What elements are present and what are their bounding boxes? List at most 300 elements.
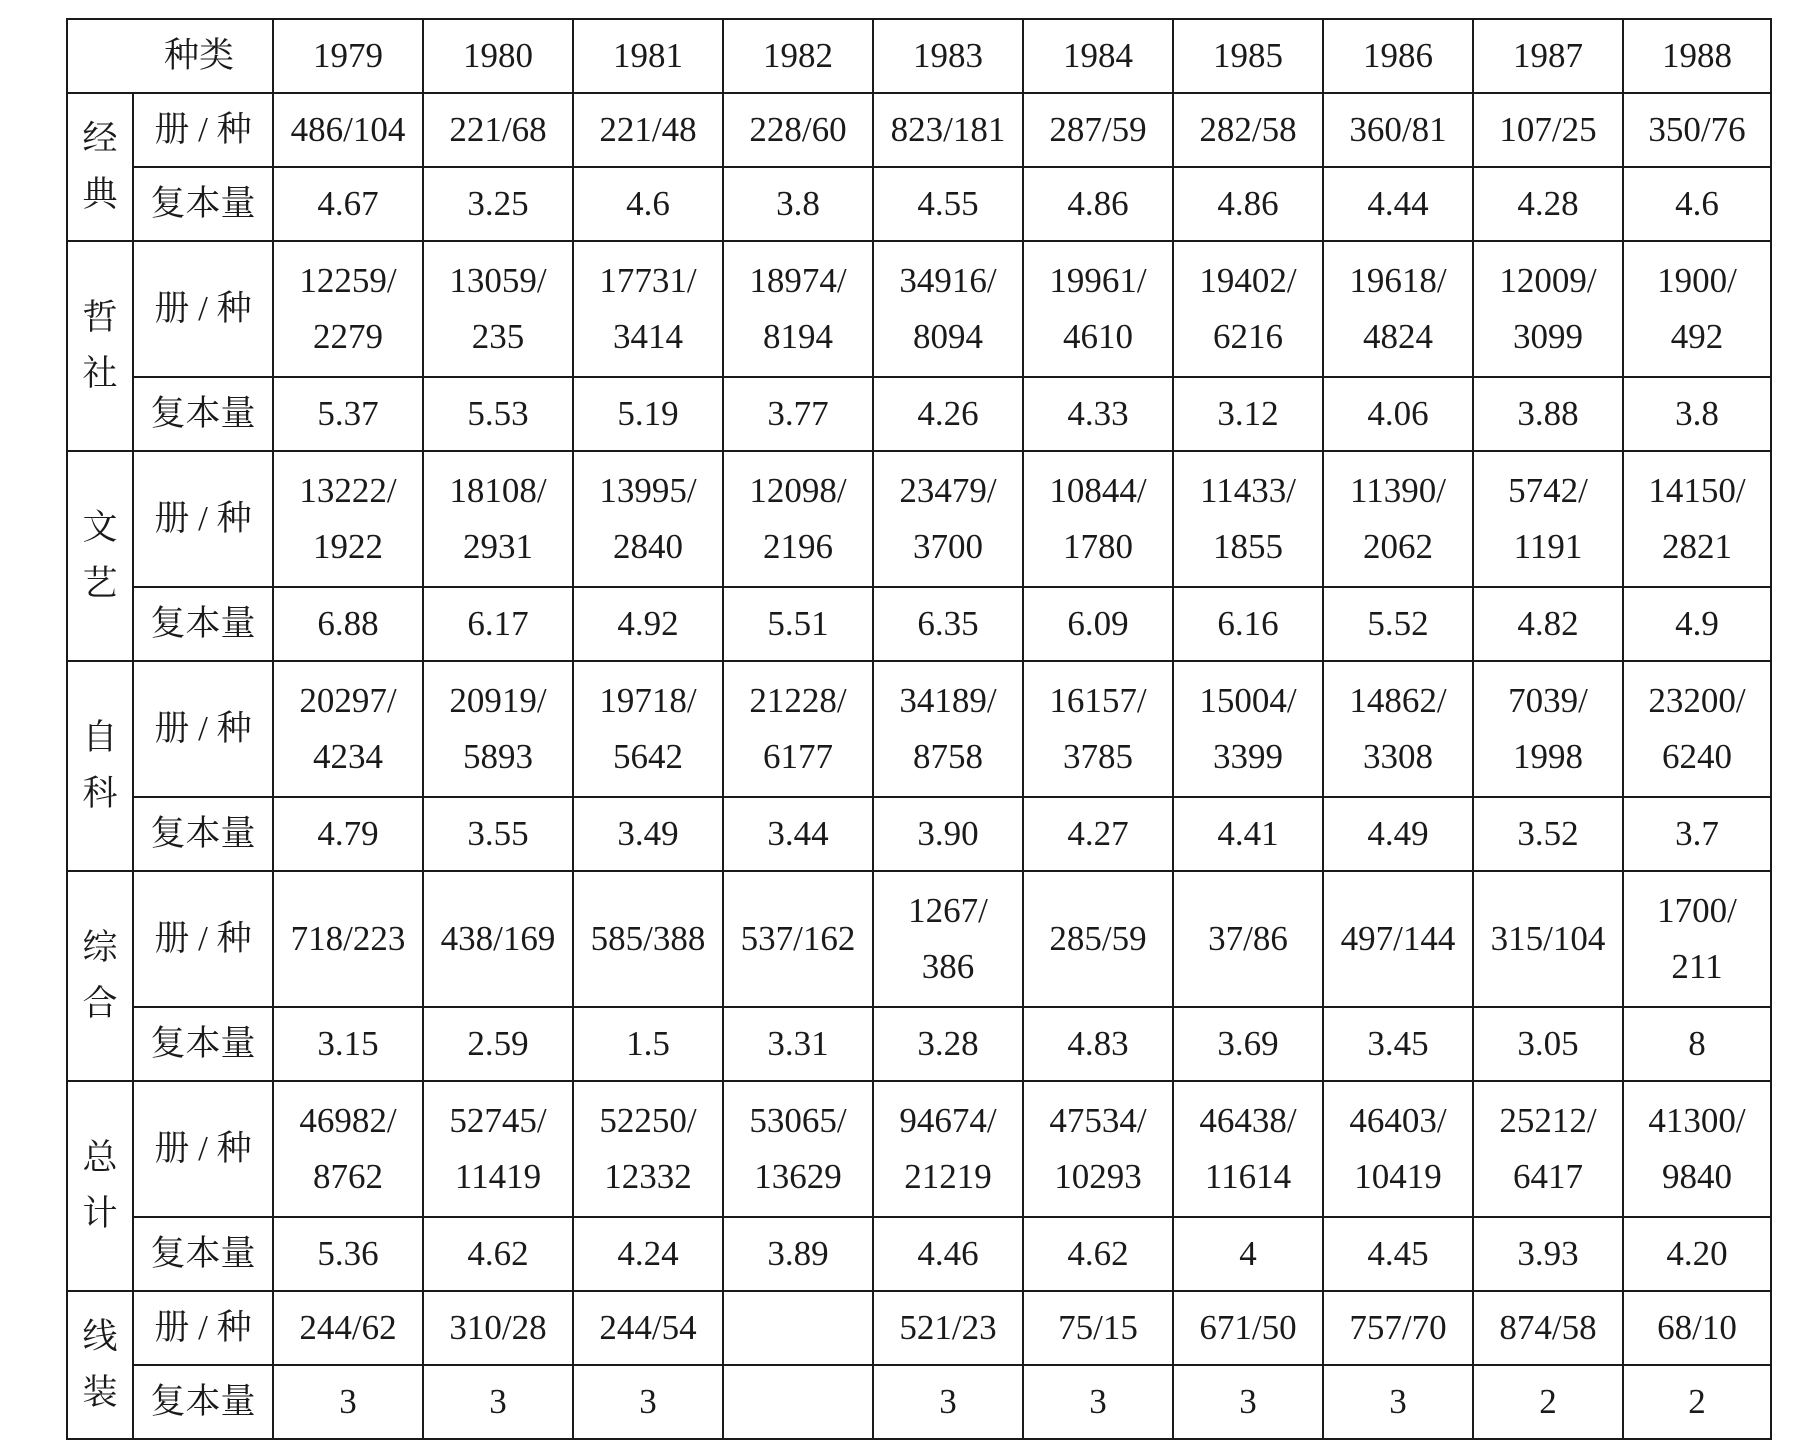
ratio-cell bbox=[723, 451, 873, 587]
copies-cell: 3 bbox=[1173, 1365, 1323, 1439]
ratio-text: 12009/ bbox=[1499, 261, 1597, 300]
ratio-text: 1855 bbox=[1213, 527, 1284, 566]
ratio-text: 18108/ bbox=[449, 471, 547, 510]
copies-cell: 3.44 bbox=[723, 797, 873, 871]
copies-cell: 4.9 bbox=[1623, 587, 1771, 661]
ratio-text: 3099 bbox=[1513, 317, 1584, 356]
ratio-cell bbox=[1173, 1081, 1323, 1217]
ratio-text: 19402/ bbox=[1199, 261, 1297, 300]
copies-cell: 6.09 bbox=[1023, 587, 1173, 661]
copies-cell: 6.17 bbox=[423, 587, 573, 661]
ratio-text: 2821 bbox=[1662, 527, 1733, 566]
copies-cell: 4.6 bbox=[573, 167, 723, 241]
ratio-cell bbox=[1023, 93, 1173, 167]
copies-cell: 3.05 bbox=[1473, 1007, 1623, 1081]
ratio-cell bbox=[573, 451, 723, 587]
ratio-text: 17731/ bbox=[599, 261, 697, 300]
ratio-text: 1900/ bbox=[1657, 261, 1737, 300]
copies-cell: 4.46 bbox=[873, 1217, 1023, 1291]
copies-cell: 8 bbox=[1623, 1007, 1771, 1081]
copies-cell: 4.44 bbox=[1323, 167, 1473, 241]
ratio-text: 8094 bbox=[913, 317, 984, 356]
copies-cell: 2 bbox=[1473, 1365, 1623, 1439]
ratio-text: 8762 bbox=[313, 1157, 384, 1196]
row-label-ratio: 册 / 种 bbox=[133, 241, 273, 377]
copies-cell: 3 bbox=[1323, 1365, 1473, 1439]
ratio-cell bbox=[1623, 871, 1771, 1007]
ratio-text: 18974/ bbox=[749, 261, 847, 300]
ratio-text: 6417 bbox=[1513, 1157, 1584, 1196]
ratio-cell bbox=[1473, 1291, 1623, 1365]
copies-cell: 5.36 bbox=[273, 1217, 423, 1291]
row-label-ratio: 册 / 种 bbox=[133, 1081, 273, 1217]
ratio-text: 2196 bbox=[763, 527, 834, 566]
copies-cell: 3.15 bbox=[273, 1007, 423, 1081]
ratio-text: 4824 bbox=[1363, 317, 1434, 356]
copies-cell: 4.62 bbox=[1023, 1217, 1173, 1291]
ratio-text: 874/58 bbox=[1499, 1308, 1597, 1347]
copies-cell: 3 bbox=[873, 1365, 1023, 1439]
ratio-cell bbox=[1623, 1081, 1771, 1217]
ratio-cell bbox=[423, 1081, 573, 1217]
copies-cell: 5.19 bbox=[573, 377, 723, 451]
ratio-text: 11419 bbox=[454, 1157, 542, 1196]
ratio-text: 10844/ bbox=[1049, 471, 1147, 510]
ratio-cell bbox=[273, 871, 423, 1007]
ratio-text: 15004/ bbox=[1199, 681, 1297, 720]
ratio-text: 19718/ bbox=[599, 681, 697, 720]
copies-cell: 4.45 bbox=[1323, 1217, 1473, 1291]
ratio-cell bbox=[1323, 451, 1473, 587]
ratio-text: 5893 bbox=[463, 737, 534, 776]
ratio-text: 8194 bbox=[763, 317, 834, 356]
copies-cell: 4.33 bbox=[1023, 377, 1173, 451]
ratio-text: 6240 bbox=[1662, 737, 1733, 776]
ratio-text: 46982/ bbox=[299, 1101, 397, 1140]
ratio-text: 1191 bbox=[1513, 527, 1583, 566]
ratio-text: 10419 bbox=[1354, 1157, 1442, 1196]
category-char: 综 bbox=[82, 928, 118, 967]
ratio-text: 52745/ bbox=[449, 1101, 547, 1140]
copies-cell: 2.59 bbox=[423, 1007, 573, 1081]
ratio-cell bbox=[573, 1081, 723, 1217]
copies-cell: 3 bbox=[273, 1365, 423, 1439]
ratio-cell bbox=[423, 451, 573, 587]
ratio-text: 521/23 bbox=[899, 1308, 997, 1347]
ratio-cell bbox=[1623, 1291, 1771, 1365]
copies-cell: 3.31 bbox=[723, 1007, 873, 1081]
copies-row bbox=[67, 1365, 1771, 1439]
ratio-text: 757/70 bbox=[1349, 1308, 1447, 1347]
ratio-text: 823/181 bbox=[890, 110, 1006, 149]
ratio-text: 585/388 bbox=[590, 919, 706, 958]
ratio-text: 3399 bbox=[1213, 737, 1284, 776]
category-char: 经 bbox=[82, 119, 118, 158]
copies-row bbox=[67, 587, 1771, 661]
ratio-cell bbox=[723, 241, 873, 377]
ratio-cell bbox=[573, 871, 723, 1007]
category-label bbox=[67, 1291, 133, 1439]
ratio-cell bbox=[1623, 451, 1771, 587]
ratio-text: 2062 bbox=[1363, 527, 1434, 566]
ratio-cell bbox=[573, 241, 723, 377]
ratio-text: 221/68 bbox=[449, 110, 547, 149]
ratio-cell bbox=[1473, 661, 1623, 797]
ratio-text: 438/169 bbox=[440, 919, 556, 958]
ratio-cell bbox=[1023, 871, 1173, 1007]
ratio-text: 13629 bbox=[754, 1157, 842, 1196]
copies-cell: 4.86 bbox=[1023, 167, 1173, 241]
ratio-cell bbox=[1323, 93, 1473, 167]
header-year: 1981 bbox=[573, 19, 723, 93]
copies-row bbox=[67, 377, 1771, 451]
copies-cell: 3.55 bbox=[423, 797, 573, 871]
copies-cell: 4.6 bbox=[1623, 167, 1771, 241]
header-year: 1986 bbox=[1323, 19, 1473, 93]
copies-cell: 4.49 bbox=[1323, 797, 1473, 871]
category-char: 自 bbox=[82, 718, 118, 757]
ratio-text: 1922 bbox=[313, 527, 384, 566]
ratio-cell bbox=[273, 93, 423, 167]
ratio-cell bbox=[423, 871, 573, 1007]
ratio-cell bbox=[423, 1291, 573, 1365]
ratio-text: 9840 bbox=[1662, 1157, 1733, 1196]
ratio-cell bbox=[1023, 661, 1173, 797]
copies-cell: 3.7 bbox=[1623, 797, 1771, 871]
ratio-cell bbox=[1323, 1291, 1473, 1365]
row-label-copies: 复本量 bbox=[133, 587, 273, 661]
ratio-text: 12259/ bbox=[299, 261, 397, 300]
header-year: 1983 bbox=[873, 19, 1023, 93]
header-year: 1980 bbox=[423, 19, 573, 93]
ratio-cell bbox=[723, 661, 873, 797]
category-char: 典 bbox=[82, 175, 118, 214]
copies-cell: 3.90 bbox=[873, 797, 1023, 871]
ratio-text: 41300/ bbox=[1648, 1101, 1746, 1140]
ratio-cell bbox=[873, 1291, 1023, 1365]
copies-row bbox=[67, 167, 1771, 241]
ratio-cell bbox=[873, 93, 1023, 167]
row-label-copies: 复本量 bbox=[133, 167, 273, 241]
ratio-text: 13059/ bbox=[449, 261, 547, 300]
row-label-copies: 复本量 bbox=[133, 1217, 273, 1291]
ratio-cell bbox=[1473, 241, 1623, 377]
row-label-copies: 复本量 bbox=[133, 1365, 273, 1439]
copies-cell: 4.06 bbox=[1323, 377, 1473, 451]
category-char: 社 bbox=[82, 354, 118, 393]
copies-cell: 5.51 bbox=[723, 587, 873, 661]
copies-cell: 4.83 bbox=[1023, 1007, 1173, 1081]
ratio-cell bbox=[423, 241, 573, 377]
ratio-cell bbox=[1323, 661, 1473, 797]
statistics-table bbox=[66, 18, 1772, 1440]
copies-cell: 3.25 bbox=[423, 167, 573, 241]
ratio-cell bbox=[873, 241, 1023, 377]
ratio-row bbox=[67, 1081, 1771, 1217]
ratio-cell bbox=[1473, 93, 1623, 167]
ratio-text: 13222/ bbox=[299, 471, 397, 510]
copies-cell: 2 bbox=[1623, 1365, 1771, 1439]
copies-cell: 4.55 bbox=[873, 167, 1023, 241]
category-char: 线 bbox=[82, 1317, 118, 1356]
ratio-cell bbox=[273, 1291, 423, 1365]
ratio-text: 287/59 bbox=[1049, 110, 1147, 149]
ratio-text: 68/10 bbox=[1657, 1308, 1737, 1347]
ratio-text: 3785 bbox=[1063, 737, 1134, 776]
copies-cell: 3.69 bbox=[1173, 1007, 1323, 1081]
header-category-label: 种类 bbox=[67, 19, 273, 93]
category-label bbox=[67, 451, 133, 661]
ratio-text: 4610 bbox=[1063, 317, 1134, 356]
copies-row bbox=[67, 797, 1771, 871]
row-label-copies: 复本量 bbox=[133, 1007, 273, 1081]
ratio-text: 492 bbox=[1670, 317, 1724, 356]
ratio-cell bbox=[1173, 661, 1323, 797]
row-label-ratio: 册 / 种 bbox=[133, 661, 273, 797]
header-year: 1982 bbox=[723, 19, 873, 93]
ratio-cell bbox=[273, 661, 423, 797]
ratio-cell bbox=[873, 871, 1023, 1007]
ratio-text: 3414 bbox=[613, 317, 684, 356]
ratio-text: 221/48 bbox=[599, 110, 697, 149]
ratio-text: 537/162 bbox=[740, 919, 856, 958]
ratio-text: 5642 bbox=[613, 737, 684, 776]
ratio-text: 107/25 bbox=[1499, 110, 1597, 149]
ratio-cell bbox=[723, 871, 873, 1007]
ratio-cell bbox=[1323, 1081, 1473, 1217]
ratio-text: 386 bbox=[921, 947, 975, 986]
ratio-text: 12332 bbox=[604, 1157, 692, 1196]
row-label-ratio: 册 / 种 bbox=[133, 871, 273, 1007]
header-year: 1985 bbox=[1173, 19, 1323, 93]
ratio-text: 6177 bbox=[763, 737, 834, 776]
ratio-cell bbox=[273, 241, 423, 377]
copies-cell: 4.41 bbox=[1173, 797, 1323, 871]
ratio-text: 19961/ bbox=[1049, 261, 1147, 300]
ratio-text: 2931 bbox=[463, 527, 534, 566]
ratio-cell bbox=[1023, 241, 1173, 377]
ratio-row bbox=[67, 241, 1771, 377]
ratio-text: 244/62 bbox=[299, 1308, 397, 1347]
ratio-text: 13995/ bbox=[599, 471, 697, 510]
copies-cell: 5.37 bbox=[273, 377, 423, 451]
copies-cell: 4.26 bbox=[873, 377, 1023, 451]
row-label-ratio: 册 / 种 bbox=[133, 451, 273, 587]
ratio-text: 6216 bbox=[1213, 317, 1284, 356]
ratio-text: 244/54 bbox=[599, 1308, 697, 1347]
copies-cell: 5.52 bbox=[1323, 587, 1473, 661]
category-label bbox=[67, 93, 133, 241]
ratio-cell bbox=[723, 1081, 873, 1217]
ratio-text: 1267/ bbox=[908, 891, 988, 930]
header-year: 1979 bbox=[273, 19, 423, 93]
copies-cell: 6.16 bbox=[1173, 587, 1323, 661]
ratio-text: 37/86 bbox=[1208, 919, 1288, 958]
ratio-text: 315/104 bbox=[1490, 919, 1606, 958]
ratio-text: 25212/ bbox=[1499, 1101, 1597, 1140]
ratio-text: 23479/ bbox=[899, 471, 997, 510]
ratio-cell bbox=[1473, 871, 1623, 1007]
ratio-cell bbox=[723, 93, 873, 167]
ratio-cell bbox=[873, 661, 1023, 797]
ratio-cell bbox=[1623, 241, 1771, 377]
ratio-text: 46438/ bbox=[1199, 1101, 1297, 1140]
header-year: 1987 bbox=[1473, 19, 1623, 93]
copies-cell: 3.89 bbox=[723, 1217, 873, 1291]
header-year: 1984 bbox=[1023, 19, 1173, 93]
ratio-text: 46403/ bbox=[1349, 1101, 1447, 1140]
ratio-text: 360/81 bbox=[1349, 110, 1447, 149]
category-char: 装 bbox=[82, 1373, 118, 1412]
category-label bbox=[67, 1081, 133, 1291]
copies-cell: 4.28 bbox=[1473, 167, 1623, 241]
category-label bbox=[67, 241, 133, 451]
ratio-text: 94674/ bbox=[899, 1101, 997, 1140]
ratio-cell bbox=[1023, 1291, 1173, 1365]
row-label-ratio: 册 / 种 bbox=[133, 1291, 273, 1365]
row-label-copies: 复本量 bbox=[133, 797, 273, 871]
copies-cell: 3 bbox=[423, 1365, 573, 1439]
ratio-cell bbox=[723, 1291, 873, 1365]
ratio-text: 4234 bbox=[313, 737, 384, 776]
ratio-cell bbox=[1173, 871, 1323, 1007]
copies-cell: 4 bbox=[1173, 1217, 1323, 1291]
ratio-cell bbox=[873, 1081, 1023, 1217]
ratio-cell bbox=[1173, 451, 1323, 587]
ratio-cell bbox=[573, 1291, 723, 1365]
copies-cell: 5.53 bbox=[423, 377, 573, 451]
ratio-text: 7039/ bbox=[1508, 681, 1588, 720]
ratio-row bbox=[67, 871, 1771, 1007]
ratio-text: 75/15 bbox=[1058, 1308, 1138, 1347]
copies-cell bbox=[723, 1365, 873, 1439]
ratio-text: 310/28 bbox=[449, 1308, 547, 1347]
ratio-text: 47534/ bbox=[1049, 1101, 1147, 1140]
ratio-text: 16157/ bbox=[1049, 681, 1147, 720]
ratio-text: 3700 bbox=[913, 527, 984, 566]
category-label bbox=[67, 661, 133, 871]
ratio-text: 2279 bbox=[313, 317, 384, 356]
copies-cell: 4.24 bbox=[573, 1217, 723, 1291]
copies-cell: 3 bbox=[1023, 1365, 1173, 1439]
table-body bbox=[67, 19, 1771, 1439]
category-char: 合 bbox=[82, 984, 118, 1023]
ratio-cell bbox=[1323, 871, 1473, 1007]
ratio-cell bbox=[423, 93, 573, 167]
ratio-text: 19618/ bbox=[1349, 261, 1447, 300]
copies-cell: 4.27 bbox=[1023, 797, 1173, 871]
copies-cell: 3.52 bbox=[1473, 797, 1623, 871]
ratio-row bbox=[67, 1291, 1771, 1365]
category-char: 艺 bbox=[82, 564, 118, 603]
row-label-ratio: 册 / 种 bbox=[133, 93, 273, 167]
ratio-cell bbox=[1623, 661, 1771, 797]
copies-cell: 3 bbox=[573, 1365, 723, 1439]
category-char: 哲 bbox=[82, 298, 118, 337]
ratio-cell bbox=[1473, 451, 1623, 587]
ratio-text: 5742/ bbox=[1508, 471, 1588, 510]
ratio-text: 3308 bbox=[1363, 737, 1434, 776]
copies-cell: 3.77 bbox=[723, 377, 873, 451]
copies-cell: 3.12 bbox=[1173, 377, 1323, 451]
ratio-cell bbox=[1173, 93, 1323, 167]
copies-cell: 4.82 bbox=[1473, 587, 1623, 661]
copies-cell: 4.79 bbox=[273, 797, 423, 871]
copies-cell: 4.20 bbox=[1623, 1217, 1771, 1291]
ratio-text: 53065/ bbox=[749, 1101, 847, 1140]
ratio-cell bbox=[573, 93, 723, 167]
ratio-text: 497/144 bbox=[1340, 919, 1456, 958]
ratio-text: 34916/ bbox=[899, 261, 997, 300]
ratio-text: 11390/ bbox=[1350, 471, 1446, 510]
copies-cell: 1.5 bbox=[573, 1007, 723, 1081]
ratio-text: 23200/ bbox=[1648, 681, 1746, 720]
copies-cell: 6.35 bbox=[873, 587, 1023, 661]
ratio-text: 282/58 bbox=[1199, 110, 1297, 149]
category-char: 总 bbox=[82, 1138, 118, 1177]
ratio-cell bbox=[273, 1081, 423, 1217]
ratio-text: 285/59 bbox=[1049, 919, 1147, 958]
ratio-cell bbox=[423, 661, 573, 797]
ratio-text: 8758 bbox=[913, 737, 984, 776]
copies-cell: 3.93 bbox=[1473, 1217, 1623, 1291]
ratio-text: 20919/ bbox=[449, 681, 547, 720]
ratio-row bbox=[67, 661, 1771, 797]
ratio-cell bbox=[1623, 93, 1771, 167]
ratio-cell bbox=[273, 451, 423, 587]
ratio-row bbox=[67, 93, 1771, 167]
ratio-text: 718/223 bbox=[290, 919, 406, 958]
copies-cell: 3.8 bbox=[1623, 377, 1771, 451]
copies-cell: 4.86 bbox=[1173, 167, 1323, 241]
ratio-text: 228/60 bbox=[749, 110, 847, 149]
row-label-copies: 复本量 bbox=[133, 377, 273, 451]
ratio-text: 211 bbox=[1671, 947, 1723, 986]
ratio-cell bbox=[1173, 241, 1323, 377]
header-row bbox=[67, 19, 1771, 93]
copies-cell: 3.49 bbox=[573, 797, 723, 871]
copies-cell: 3.28 bbox=[873, 1007, 1023, 1081]
ratio-text: 11433/ bbox=[1200, 471, 1296, 510]
copies-row bbox=[67, 1217, 1771, 1291]
copies-cell: 4.62 bbox=[423, 1217, 573, 1291]
ratio-cell bbox=[1473, 1081, 1623, 1217]
copies-cell: 4.92 bbox=[573, 587, 723, 661]
copies-cell: 6.88 bbox=[273, 587, 423, 661]
ratio-text: 34189/ bbox=[899, 681, 997, 720]
copies-cell: 3.45 bbox=[1323, 1007, 1473, 1081]
header-year: 1988 bbox=[1623, 19, 1771, 93]
ratio-text: 21219 bbox=[904, 1157, 992, 1196]
copies-row bbox=[67, 1007, 1771, 1081]
ratio-cell bbox=[1173, 1291, 1323, 1365]
category-char: 科 bbox=[82, 774, 118, 813]
ratio-text: 2840 bbox=[613, 527, 684, 566]
ratio-text: 21228/ bbox=[749, 681, 847, 720]
ratio-cell bbox=[873, 451, 1023, 587]
category-char: 计 bbox=[82, 1194, 118, 1233]
ratio-text: 486/104 bbox=[290, 110, 406, 149]
copies-cell: 3.88 bbox=[1473, 377, 1623, 451]
ratio-row bbox=[67, 451, 1771, 587]
ratio-text: 1998 bbox=[1513, 737, 1584, 776]
ratio-text: 12098/ bbox=[749, 471, 847, 510]
ratio-text: 14150/ bbox=[1648, 471, 1746, 510]
ratio-text: 1700/ bbox=[1657, 891, 1737, 930]
ratio-cell bbox=[1023, 1081, 1173, 1217]
ratio-cell bbox=[1323, 241, 1473, 377]
ratio-text: 11614 bbox=[1204, 1157, 1292, 1196]
